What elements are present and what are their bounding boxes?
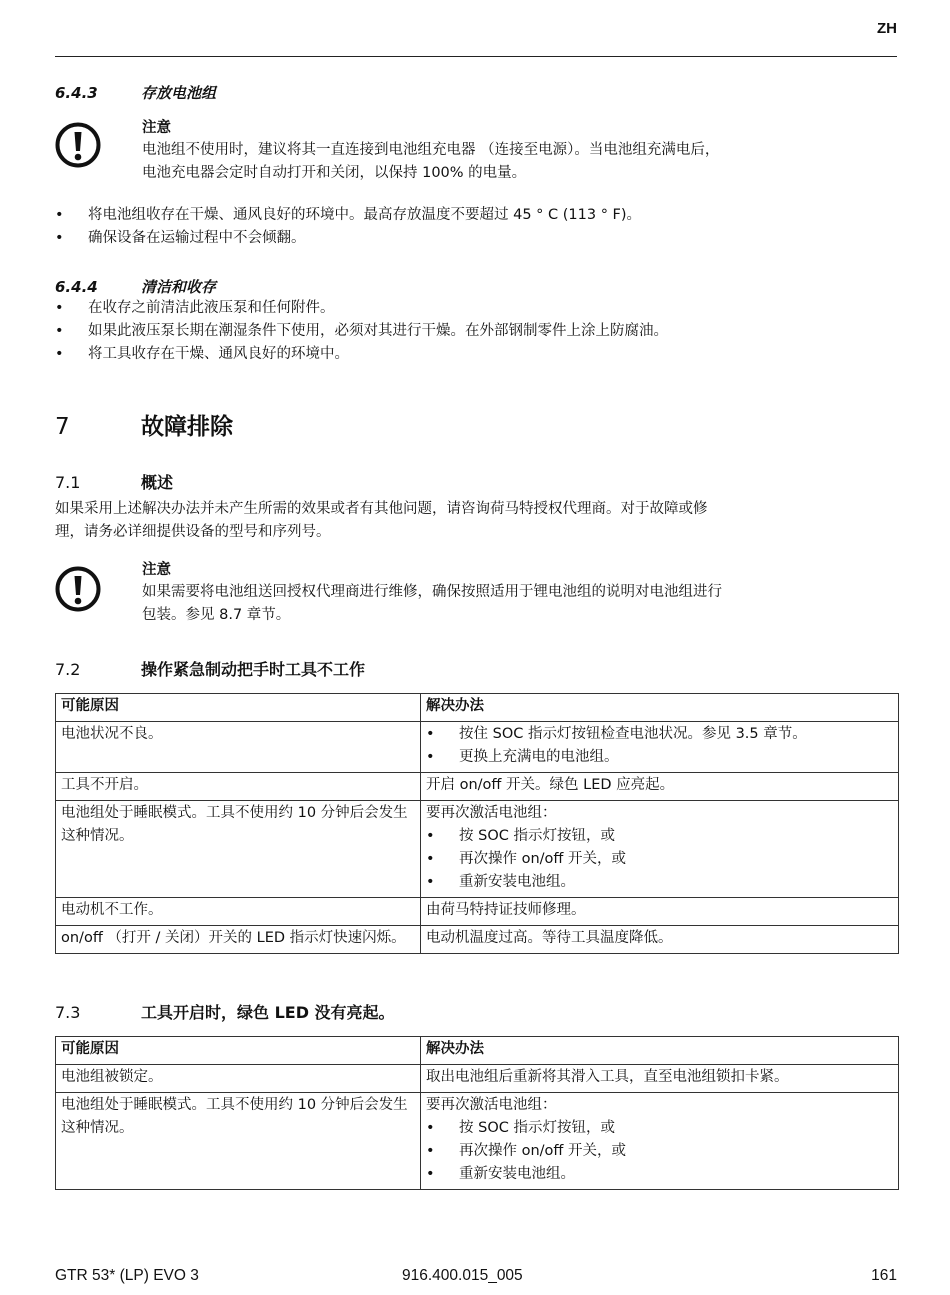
chapter-number: 7 [55,414,70,440]
section-number: 6.4.3 [55,84,98,102]
solution-cell: 开启 on/off 开关。绿色 LED 应亮起。 [421,773,899,801]
troubleshooting-table-7-3 [55,1036,899,1190]
section-number: 7.3 [55,1003,81,1022]
section-number: 6.4.4 [55,278,98,296]
footer-page-number: 161 [871,1267,897,1284]
list-item: • 重新安装电池组。 [426,871,893,894]
cause-cell: on/off （打开 / 关闭）开关的 LED 指示灯快速闪烁。 [56,926,421,954]
table-header-row [56,1037,899,1065]
notice-6-4-3 [142,118,719,185]
list-item: • 重新安装电池组。 [426,1163,893,1186]
list-item: • 确保设备在运输过程中不会倾翻。 [55,227,895,250]
table-row [56,1065,899,1093]
table-header-row [56,694,899,722]
table-row [56,898,899,926]
section-6-4-4-heading [55,276,216,297]
solution-cell: 电动机温度过高。等待工具温度降低。 [421,926,899,954]
solution-intro: 要再次激活电池组： [426,1097,557,1113]
section-7-2-heading [55,657,365,680]
cleaning-bullet-list [55,297,895,366]
cause-cell: 工具不开启。 [56,773,421,801]
solution-intro: 要再次激活电池组： [426,805,557,821]
notice-title: 注意 [142,120,171,136]
language-code: ZH [877,20,897,37]
footer-model: GTR 53* (LP) EVO 3 [55,1267,199,1284]
column-header-cause: 可能原因 [56,694,421,722]
solution-cell [421,801,899,898]
section-title: 操作紧急制动把手时工具不工作 [141,660,366,679]
list-item: • 将电池组收存在干燥、通风良好的环境中。最高存放温度不要超过 45 ° C (113 ° F)。 [55,204,895,227]
section-7-1-heading [55,470,173,493]
table-row [56,1093,899,1190]
cause-cell: 电池组处于睡眠模式。工具不使用约 10 分钟后会发生这种情况。 [56,1093,421,1190]
section-title: 存放电池组 [141,84,217,102]
table-row [56,773,899,801]
notice-line: 如果需要将电池组送回授权代理商进行维修，确保按照适用于锂电池组的说明对电池组进行 [142,584,722,600]
header-rule [55,56,897,57]
list-item: • 按 SOC 指示灯按钮，或 [426,1117,893,1140]
paragraph-line: 理，请务必详细提供设备的型号和序列号。 [55,524,331,540]
list-item: • 如果此液压泵长期在潮湿条件下使用，必须对其进行干燥。在外部钢制零件上涂上防腐油。 [55,320,895,343]
section-number: 7.2 [55,660,81,679]
notice-line: 包装。参见 8.7 章节。 [142,607,291,623]
chapter-7-heading [55,408,233,441]
table-row [56,801,899,898]
cause-cell: 电池组被锁定。 [56,1065,421,1093]
notice-title: 注意 [142,562,171,578]
section-title: 工具开启时，绿色 LED 没有亮起。 [141,1003,395,1022]
section-title: 概述 [141,473,174,492]
overview-paragraph [55,498,900,544]
notice-line: 电池充电器会定时自动打开和关闭，以保持 100% 的电量。 [142,165,527,181]
chapter-title: 故障排除 [141,414,233,440]
notice-7-1 [142,560,722,627]
table-row [56,926,899,954]
list-item: • 再次操作 on/off 开关，或 [426,1140,893,1163]
solution-cell [421,722,899,773]
column-header-solution: 解决办法 [421,1037,899,1065]
section-title: 清洁和收存 [141,278,217,296]
troubleshooting-table-7-2 [55,693,899,954]
notice-exclamation-icon [55,566,101,612]
solution-cell: 取出电池组后重新将其滑入工具，直至电池组锁扣卡紧。 [421,1065,899,1093]
list-item: • 再次操作 on/off 开关，或 [426,848,893,871]
storage-bullet-list [55,204,895,250]
list-item: • 按住 SOC 指示灯按钮检查电池状况。参见 3.5 章节。 [426,723,893,746]
solution-cell [421,1093,899,1190]
table-row [56,722,899,773]
paragraph-line: 如果采用上述解决办法并未产生所需的效果或者有其他问题，请咨询荷马特授权代理商。对于故障或修 [55,501,708,517]
section-7-3-heading [55,1000,395,1023]
list-item: • 将工具收存在干燥、通风良好的环境中。 [55,343,895,366]
cause-cell: 电动机不工作。 [56,898,421,926]
notice-line: 电池组不使用时，建议将其一直连接到电池组充电器 （连接至电源）。当电池组充满电后， [142,142,720,158]
column-header-cause: 可能原因 [56,1037,421,1065]
section-6-4-3-heading [55,82,216,103]
solution-cell: 由荷马特持证技师修理。 [421,898,899,926]
cause-cell: 电池组处于睡眠模式。工具不使用约 10 分钟后会发生这种情况。 [56,801,421,898]
cause-cell: 电池状况不良。 [56,722,421,773]
list-item: • 在收存之前清洁此液压泵和任何附件。 [55,297,895,320]
footer-document-number: 916.400.015_005 [402,1267,523,1284]
list-item: • 按 SOC 指示灯按钮，或 [426,825,893,848]
column-header-solution: 解决办法 [421,694,899,722]
notice-exclamation-icon [55,122,101,168]
list-item: • 更换上充满电的电池组。 [426,746,893,769]
section-number: 7.1 [55,473,81,492]
